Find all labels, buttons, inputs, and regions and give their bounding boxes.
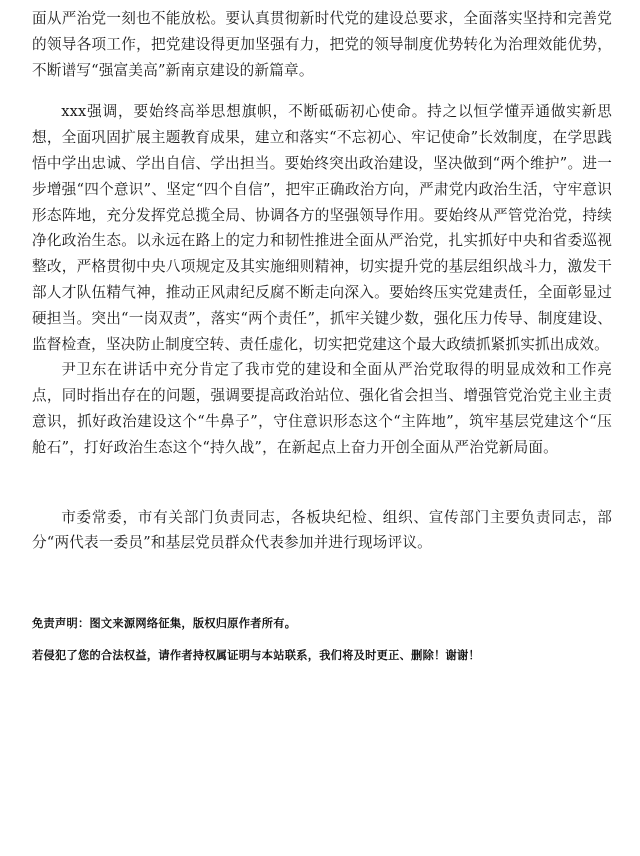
disclaimer-copyright: 免责声明：图文来源网络征集，版权归原作者所有。 [32, 617, 297, 631]
paragraph-continuation: 面从严治党一刻也不能放松。要认真贯彻新时代党的建设总要求，全面落实坚持和完善党的领导各项工作，把党建设得更加坚强有力，把党的领导制度优势转化为治理效能优势，不断谱写“强富美高”新南京建设的新篇章。 [32, 10, 612, 79]
paragraph-attendees: 市委常委，市有关部门负责同志，各板块纪检、组织、宣传部门主要负责同志，部分“两代表一委员”和基层党员群众代表参加并进行现场评议。 [32, 508, 612, 552]
paragraph-emphasis: xxx强调，要始终高举思想旗帜，不断砥砺初心使命。持之以恒学懂弄通做实新思想，全面巩固扩展主题教育成果，建立和落实“不忘初心、牢记使命”长效制度，在学思践悟中学出忠诚、学出自信、学出担当。要始终突出政治建设，坚决做到“两个维护”。进一步增强“四个意识”、坚定“四个自信”，把牢正确政治方向，严肃党内政治生活，守牢意识形态阵地，充分发挥党总揽全局、协调各方的坚强领导作用。要始终从严管党治党，持续净化政治生态。以永远在路上的定力和韧性推进全面从严治党，扎实抓好中央和省委巡视整改，严格贯彻中央八项规定及其实施细则精神，切实提升党的基层组织战斗力，激发干部人才队伍精气神，推动正风肃纪反腐不断走向深入。要始终压实党建责任，全面彰显过硬担当。突出“一岗双责”，落实“两个责任”，抓牢关键少数，强化压力传导、制度建设、监督检查，坚决防止制度空转、责任虚化，切实把党建这个最大政绩抓紧抓实抓出成效。 [32, 103, 612, 353]
disclaimer-contact: 若侵犯了您的合法权益，请作者持权属证明与本站联系，我们将及时更正、删除！谢谢！ [32, 649, 481, 663]
paragraph-speech: 尹卫东在讲话中充分肯定了我市党的建设和全面从严治党取得的明显成效和工作亮点，同时指出存在的问题，强调要提高政治站位、强化省会担当、增强管党治党主业主责意识，抓好政治建设这个“牛鼻子”，守住意识形态这个“主阵地”，筑牢基层党建这个“压舱石”，打好政治生态这个“持久战”，在新起点上奋力开创全面从严治党新局面。 [32, 361, 612, 456]
